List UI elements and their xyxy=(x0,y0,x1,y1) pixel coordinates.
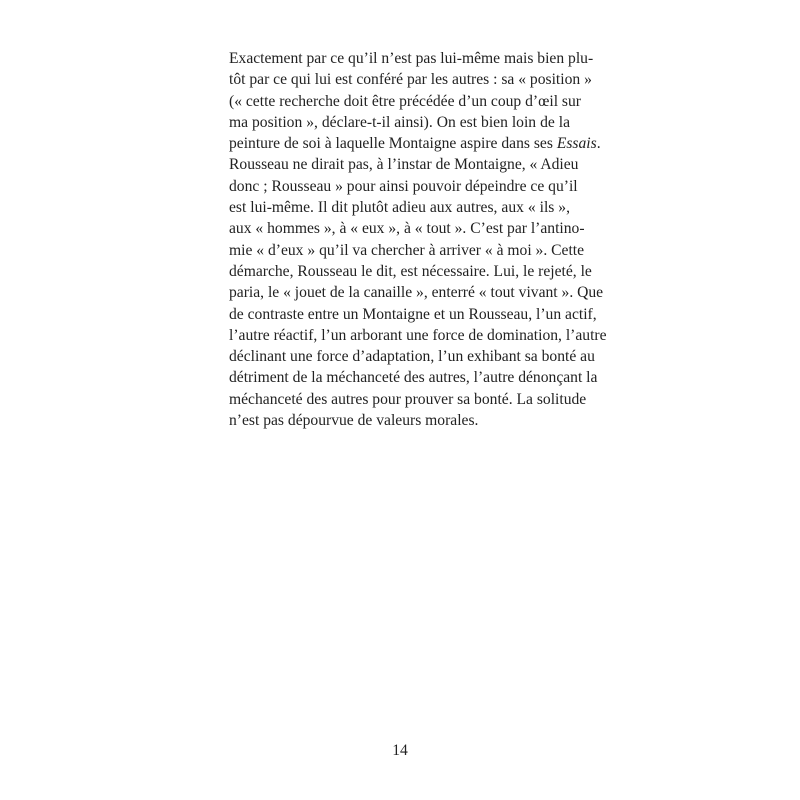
text-line: de contraste entre un Montaigne et un Rousseau, l’un actif, xyxy=(229,305,597,323)
text-line: ma position », déclare-t-il ainsi). On est bien loin de la xyxy=(229,113,570,131)
text-line: (« cette recherche doit être précédée d’un coup d’œil sur xyxy=(229,92,581,110)
text-line-with-italic xyxy=(229,133,601,154)
text-line: aux « hommes », à « eux », à « tout ». C’est par l’antino- xyxy=(229,220,585,238)
text-line: méchanceté des autres pour prouver sa bonté. La solitude xyxy=(229,390,587,408)
text-line: déclinant une force d’adaptation, l’un exhibant sa bonté au xyxy=(229,348,595,366)
text-line-end: . xyxy=(596,135,601,153)
text-line: détriment de la méchanceté des autres, l’autre dénonçant la xyxy=(229,369,598,387)
text-line: l’autre réactif, l’un arborant une force de domination, l’autre xyxy=(229,326,607,344)
text-line: paria, le « jouet de la canaille », enterré « tout vivant ». Que xyxy=(229,284,604,302)
body-paragraph xyxy=(229,48,607,431)
text-line: est lui-même. Il dit plutôt adieu aux autres, aux « ils », xyxy=(229,199,570,217)
text-line: démarche, Rousseau le dit, est nécessaire. Lui, le rejeté, le xyxy=(229,262,592,280)
italic-title: Essais xyxy=(556,135,597,153)
text-line: Rousseau ne dirait pas, à l’instar de Montaigne, « Adieu xyxy=(229,156,579,174)
text-line: Exactement par ce qu’il n’est pas lui-même mais bien plu- xyxy=(229,50,594,67)
page-number: 14 xyxy=(392,742,408,759)
text-line: n’est pas dépourvue de valeurs morales. xyxy=(229,412,479,430)
text-line: mie « d’eux » qu’il va chercher à arriver « à moi ». Cette xyxy=(229,241,585,259)
text-line: tôt par ce qui lui est conféré par les autres : sa « position » xyxy=(229,71,592,89)
text-line-start: peinture de soi à laquelle Montaigne aspire dans ses xyxy=(229,135,557,153)
text-line: donc ; Rousseau » pour ainsi pouvoir dépeindre ce qu’il xyxy=(229,177,578,195)
